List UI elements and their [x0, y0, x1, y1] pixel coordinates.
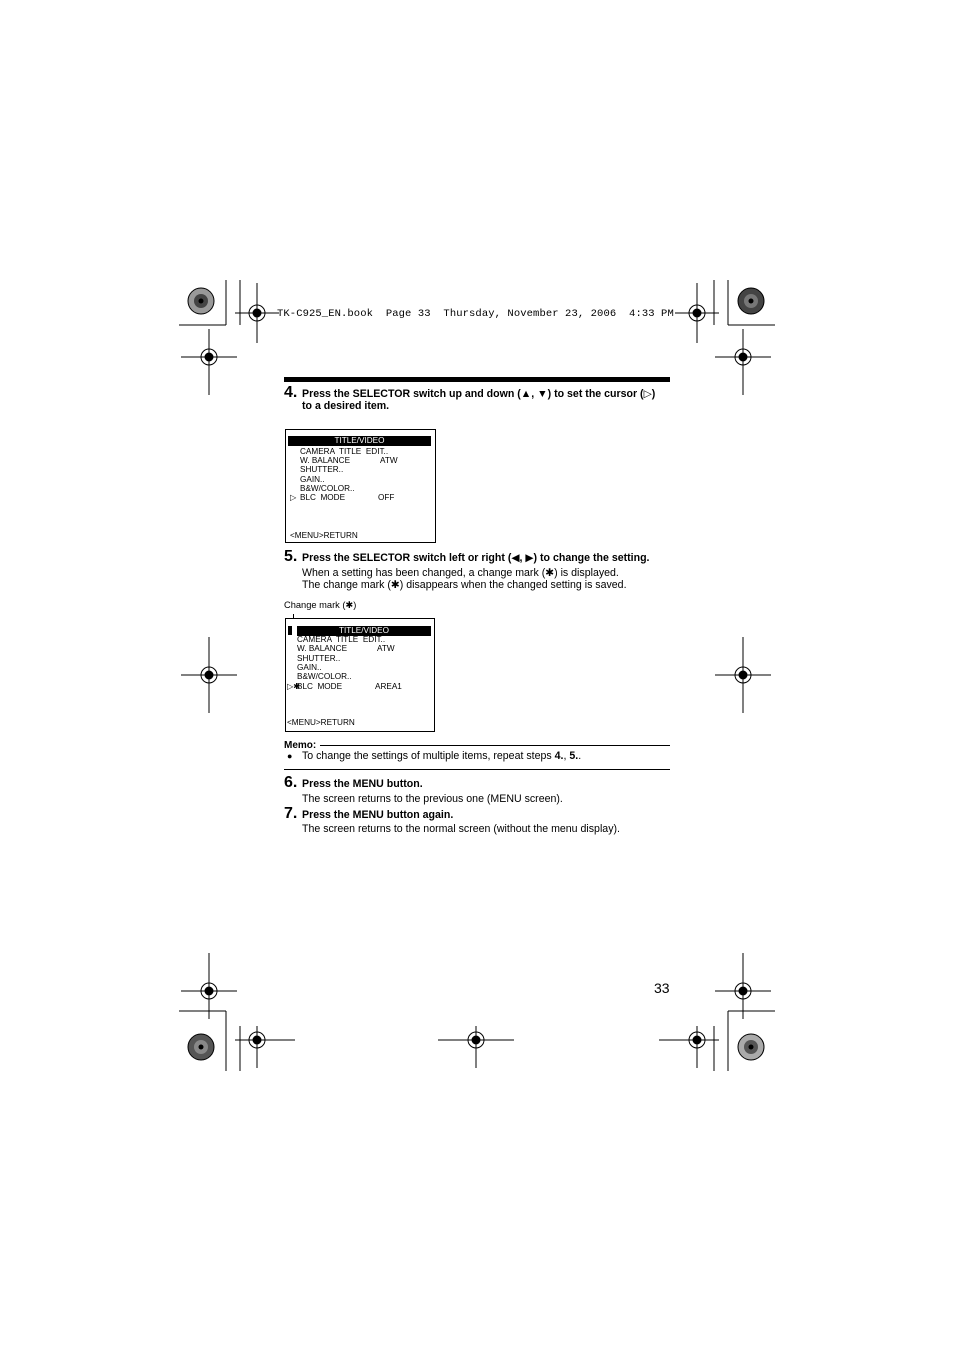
menu-2-item-label: B&W/COLOR..: [297, 672, 352, 681]
menu-2-item-value: AREA1: [375, 682, 402, 691]
step-5-body-line-2: The change mark (✱) disappears when the changed setting is saved.: [302, 578, 627, 591]
section-top-bar: [284, 377, 670, 382]
menu-2-item-label: BLC MODE: [297, 682, 343, 691]
menu-1-footer: <MENU>RETURN: [290, 531, 358, 540]
memo-text: [302, 751, 672, 763]
memo-heading: Memo:: [284, 740, 317, 751]
menu-1-title: TITLE/VIDEO: [288, 436, 431, 446]
menu-1-item-label: GAIN..: [300, 475, 325, 484]
memo-bullet-icon: ●: [287, 751, 293, 761]
memo-bottom-rule: [284, 769, 670, 770]
memo-ref-step-4: 4.: [554, 750, 564, 762]
menu-1-item-value: ATW: [380, 456, 398, 465]
menu-1-item-label: BLC MODE: [300, 493, 346, 502]
menu-2-item-label: GAIN..: [297, 663, 322, 672]
step-4-number: 4.: [284, 384, 298, 401]
page-number: 33: [654, 980, 670, 996]
step-4-title-line-1: Press the SELECTOR switch up and down (▲, ▼) to set the cursor (▷): [302, 388, 656, 400]
menu-1-item-label: W. BALANCE: [300, 456, 351, 465]
memo-ref-separator: ,: [563, 750, 570, 762]
step-5-body: [302, 568, 672, 591]
step-7-title: Press the MENU button again.: [302, 809, 454, 821]
step-5-body-line-1: When a setting has been changed, a change mark (✱) is displayed.: [302, 567, 619, 579]
menu-2-item-label: W. BALANCE: [297, 644, 348, 653]
step-6-body: The screen returns to the previous one (MENU screen).: [302, 793, 563, 805]
menu-2-title: TITLE/VIDEO: [297, 626, 431, 636]
menu-2-item-label: SHUTTER..: [297, 654, 341, 663]
step-4-title: [302, 388, 672, 412]
menu-2-item-value: ATW: [377, 644, 395, 653]
menu-1-cursor: ▷: [290, 493, 297, 502]
step-5-number: 5.: [284, 548, 298, 565]
change-mark-caption: Change mark (✱): [284, 600, 357, 610]
change-mark-indicator: [288, 626, 292, 635]
menu-1-item-label: B&W/COLOR..: [300, 484, 355, 493]
menu-1-item-value: OFF: [378, 493, 395, 502]
menu-screen-2: [285, 618, 435, 732]
menu-screen-1: [285, 429, 436, 543]
menu-1-item-label: SHUTTER..: [300, 465, 344, 474]
step-7-number: 7.: [284, 805, 298, 822]
step-5-title: Press the SELECTOR switch left or right (◀, ▶) to change the setting.: [302, 552, 650, 564]
memo-text-body: To change the settings of multiple items, repeat steps: [302, 750, 555, 762]
menu-1-item-label: CAMERA TITLE EDIT..: [300, 447, 389, 456]
print-header: TK-C925_EN.book Page 33 Thursday, November 23, 2006 4:33 PM: [277, 308, 674, 320]
menu-2-cursor: ▷✱: [287, 682, 301, 691]
memo-text-end: .: [578, 750, 582, 762]
step-6-title: Press the MENU button.: [302, 778, 423, 790]
menu-2-footer: <MENU>RETURN: [287, 718, 355, 727]
step-7-body: The screen returns to the normal screen (without the menu display).: [302, 823, 620, 835]
memo-top-rule: [320, 745, 670, 746]
step-4-title-line-2: to a desired item.: [302, 400, 390, 412]
step-6-number: 6.: [284, 774, 298, 791]
memo-ref-step-5: 5.: [569, 750, 579, 762]
menu-2-item-label: CAMERA TITLE EDIT..: [297, 635, 386, 644]
